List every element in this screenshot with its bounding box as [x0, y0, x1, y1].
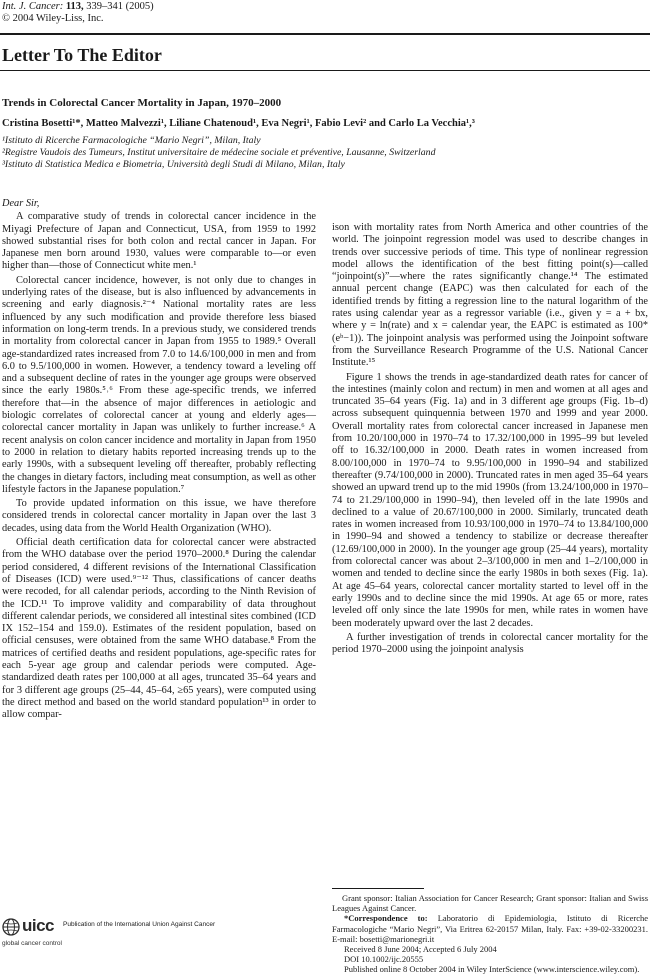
body-paragraph: Figure 1 shows the trends in age-standardized death rates for cancer of the intestines (mainly colon and rectum) in men and women at all ages and truncated 35–64 years (Fig. 1a) and in 3 different age groups (Fig. 1b–d) across subsequent quinquennia between 1970 and 1999 and year 2000. Overall mortality rates from colorectal cancer increased in Japanese men from 10.20/100,000 in 1970–74 to 17.32/100,000 in 1995–99 but leveled off to 16.32/100,000 in 2000. Death rates in women increased from 8.00/100,000 in 1970–74 to 9.95/100,000 in 1990–94 and stabilized thereafter (9.74/100,000 in 2000). Truncated rates in men aged 35–64 years showed an upward trend up to the mid 1990s (from 13.24/100,000 in 1970–74 to 21.29/100,000 in 1990–94), then leveled off in the late 1990s and declined to a value of 20.67/100,000 in 2000. Similarly, truncated death rates in women increased from 10.93/100,000 in 1970–74 to 13.84/100,000 in 1990–94 and showed a tendency to stabilize or decrease thereafter (12.69/100,000 in 2000). In the younger age group (25–44 years), mortality from colorectal cancer was about 2–3/100,000 in men and 1–2/100,000 in women and tended to decline since the early 1980s in both sexes (Fig. 1a). At age 45–64 years, colorectal cancer mortality started to level off in the early 1990s and to decline since the mid 1990s. At age 65 or more, rates leveled off only since the late 1990s for men, while rates in women have been moderately upward over the last 2 decades.: [332, 371, 648, 629]
correspondence-text: Laboratorio di Epidemiologia, Istituto di Ricerche Farmacologiche “Mario Negri”, Via Eritrea 62-20157 Milan, Italy. Fax: +39-02-33200231. E-mail: bosetti@marionegri.it: [332, 913, 649, 944]
body-paragraph: A further investigation of trends in colorectal cancer mortality for the period 1970–2000 using the joinpoint analysis: [332, 631, 648, 656]
footnotes: [332, 893, 648, 975]
header-rule: [0, 33, 650, 35]
affiliation: ²Registre Vaudois des Tumeurs, Institut universitaire de médecine sociale et préventive, Lausanne, Switzerland: [2, 146, 436, 158]
body-paragraph: Colorectal cancer incidence, however, is not only due to changes in underlying rates of the disease, but is also influenced by advancements in screening and early diagnosis.²⁻⁴ National mortality rates are less influenced by any such modification and provide therefore less biased information on long-term trends. In a previous study, we considered trends in mortality from colorectal cancer in Japan from 1955 to 1989.⁵ Overall age-standardized rates increased from 7.0 to 14.6/100,000 in men and from 6.0 to 9.5/100,000 in women. However, a tendency toward a leveling off and a subsequent decline of rates in the younger age groups were observed since the early 1980s.⁵˒⁶ From these age-specific trends, we inferred therefore that—in the absence of major differences in aetiologic and biologic correlates of colorectal cancer at young and elderly ages—colorectal cancer mortality in Japan was unlikely to further increase.⁶ A recent analysis on colon cancer incidence and mortality in Japan from 1950 to 2000 in relation to dietary habits reported increasing trends up to the early 1990s, with a subsequent leveling off thereafter, probably reflecting the changes in dietary factors, including meat consumption, as well as other lifestyle factors in the Japanese population.⁷: [2, 274, 316, 495]
received-dates: Received 8 June 2004; Accepted 6 July 2004: [344, 944, 497, 955]
published-online: Published online 8 October 2004 in Wiley InterScience (www.interscience.wiley.com).: [344, 964, 640, 975]
uicc-logo: [2, 918, 60, 952]
globe-icon: [2, 918, 20, 936]
body-paragraph: Official death certification data for colorectal cancer were abstracted from the WHO database over the period 1970–2000.⁸ During the calendar period considered, 4 different revisions of the International Classification of Diseases (ICD) were used.⁹⁻¹² Thus, classifications of cancer deaths were recoded, for all calendar periods, according to the Ninth Revision of the ICD.¹¹ To improve validity and comparability of data throughout different calendar periods, we considered all intestinal sites combined (ICD IX 152–154 and 159.0). Estimates of the resident population, based on official censuses, were obtained from the same WHO database.⁸ From the matrices of certified deaths and resident populations, age-specific rates for each 5-year age group and calendar periods were computed. Age-standardized death rates per 100,000 at all ages, truncated 35–64 years and for 3 different age groups (25–44, 45–64, ≥65 years), were computed using the direct method and based on the world standard population¹³ in order to allow compar-: [2, 537, 316, 721]
logo-tagline: global cancer control: [2, 940, 62, 947]
salutation: Dear Sir,: [2, 198, 40, 209]
copyright-line: © 2004 Wiley-Liss, Inc.: [2, 13, 104, 24]
journal-volume: 113,: [65, 1, 84, 12]
body-paragraph: ison with mortality rates from North America and other countries of the world. The joinpoint regression model was used to describe changes in trends over successive periods of time. This type of nonlinear regression model allows the identification of the best fitting point(s)—called “joinpoint(s)”—where the rates significantly change.¹⁴ The estimated annual percent change (EAPC) was then calculated for each of the identified trends by fitting a regression line to the natural logarithm of the rates using calendar year as a regressor variable (i.e., given y = a + bx, where y = ln(rate) and x = calendar year, the EAPC is estimated as 100*(eᵇ−1)). The joinpoint analysis was performed using the Joinpoint software from the Surveillance Research Programme of the U.S. National Cancer Institute.¹⁵: [332, 222, 648, 369]
logo-wordmark: uicc: [22, 916, 55, 935]
journal-citation: [2, 1, 154, 13]
section-rule: [0, 70, 650, 71]
affiliation: ³Istituto di Statistica Medica e Biometria, Università degli Studi di Milano, Milan, Italy: [2, 158, 345, 170]
article-title: Trends in Colorectal Cancer Mortality in Japan, 1970–2000: [2, 97, 282, 109]
author-list: Cristina Bosetti¹*, Matteo Malvezzi¹, Liliane Chatenoud¹, Eva Negri¹, Fabio Levi² and Carlo La Vecchia¹,³: [2, 118, 475, 129]
journal-pages: 339–341 (2005): [86, 1, 154, 12]
doi: DOI 10.1002/ijc.20555: [344, 954, 424, 965]
footnote-rule: [332, 888, 424, 889]
grant-sponsor: Grant sponsor: Italian Association for Cancer Research; Grant sponsor: Italian and Swiss Leagues Against Cancer.: [332, 893, 648, 914]
affiliations: [2, 135, 435, 170]
body-paragraph: To provide updated information on this issue, we have therefore considered trends in colorectal cancer mortality in Japan over the last 3 decades, using data from the World Health Organization (WHO).: [2, 498, 316, 534]
publication-note: Publication of the International Union Against Cancer: [63, 921, 216, 928]
body-paragraph: A comparative study of trends in colorectal cancer incidence in the Miyagi Prefecture of Japan and Connecticut, USA, from 1959 to 1992 showed substantial rises for both colon and rectal cancer in Japan. For Japanese men born around 1930, values were comparable to—or even higher than—those of Connecticut white men.¹: [2, 211, 316, 272]
body-column-left: [2, 198, 316, 723]
body-column-right: [332, 222, 648, 658]
section-title: Letter To The Editor: [2, 45, 162, 65]
affiliation: ¹Istituto di Ricerche Farmacologiche “Mario Negri”, Milan, Italy: [2, 135, 261, 146]
correspondence-label: *Correspondence to:: [344, 913, 428, 924]
correspondence: [332, 913, 648, 944]
journal-name: Int. J. Cancer:: [2, 1, 64, 12]
